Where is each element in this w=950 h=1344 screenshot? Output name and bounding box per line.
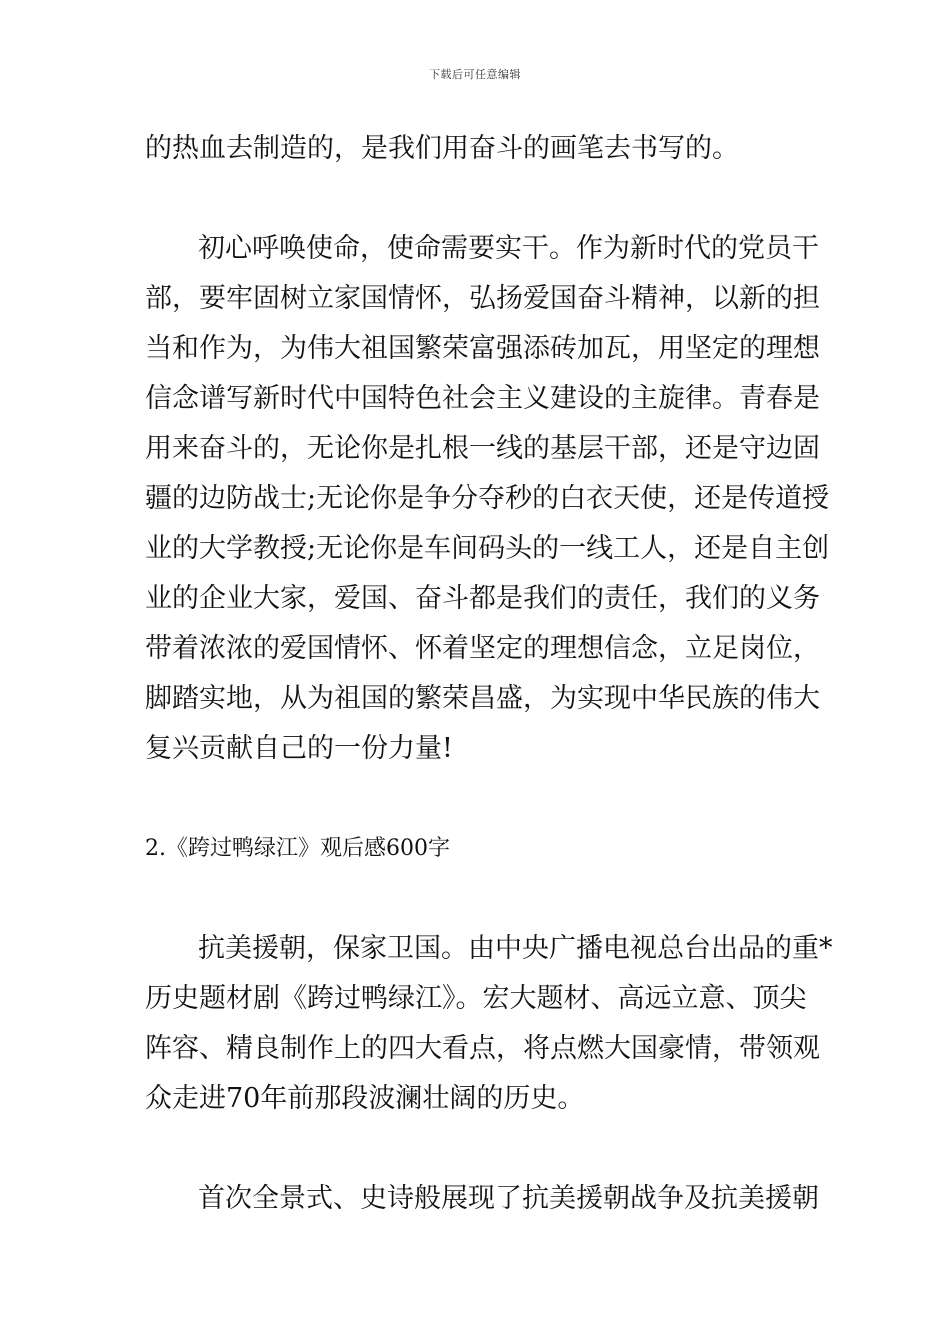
- section-heading: 2.《跨过鸭绿江》观后感600字: [145, 836, 450, 861]
- paragraph-line: 的热血去制造的，是我们用奋斗的画笔去书写的。: [145, 133, 739, 164]
- paragraph-line: 抗美援朝，保家卫国。由中央广播电视总台出品的重*: [198, 933, 833, 964]
- paragraph-line: 初心呼唤使命，使命需要实干。作为新时代的党员干: [198, 233, 819, 264]
- paragraph-line: 部，要牢固树立家国情怀，弘扬爱国奋斗精神，以新的担: [145, 283, 820, 314]
- paragraph-line: 众走进70年前那段波澜壮阔的历史。: [145, 1083, 585, 1114]
- paragraph-line: 历史题材剧《跨过鸭绿江》。宏大题材、高远立意、顶尖: [145, 983, 807, 1014]
- paragraph-line: 阵容、精良制作上的四大看点，将点燃大国豪情，带领观: [145, 1033, 820, 1064]
- paragraph-line: 用来奋斗的，无论你是扎根一线的基层干部，还是守边固: [145, 433, 820, 464]
- paragraph-line: 业的企业大家，爱国、奋斗都是我们的责任，我们的义务: [145, 583, 820, 614]
- paragraph-line: 当和作为，为伟大祖国繁荣富强添砖加瓦，用坚定的理想: [145, 333, 820, 364]
- paragraph-line: 疆的边防战士;无论你是争分夺秒的白衣天使，还是传道授: [145, 483, 830, 514]
- page-header-note: 下载后可任意编辑: [429, 68, 521, 81]
- paragraph-line: 信念谱写新时代中国特色社会主义建设的主旋律。青春是: [145, 383, 820, 414]
- paragraph-line: 带着浓浓的爱国情怀、怀着坚定的理想信念，立足岗位，: [145, 633, 820, 664]
- paragraph-line: 业的大学教授;无论你是车间码头的一线工人，还是自主创: [145, 533, 830, 564]
- paragraph-line: 复兴贡献自己的一份力量!: [145, 733, 453, 764]
- paragraph-line: 首次全景式、史诗般展现了抗美援朝战争及抗美援朝: [198, 1183, 819, 1214]
- paragraph-line: 脚踏实地，从为祖国的繁荣昌盛，为实现中华民族的伟大: [145, 683, 820, 714]
